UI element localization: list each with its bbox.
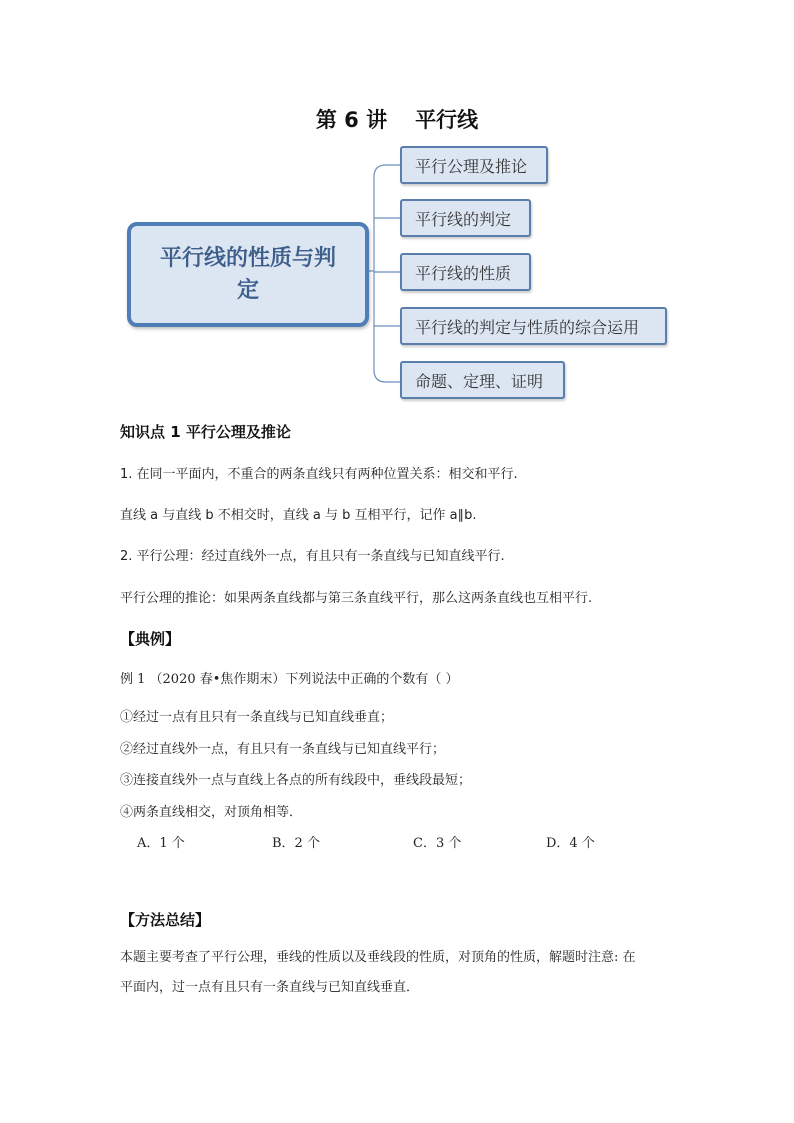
mindmap-center-node <box>127 222 369 327</box>
mindmap-branch-node <box>400 307 667 345</box>
mindmap-branch-label: 平行线的判定与性质的综合运用 <box>415 317 640 337</box>
mindmap-branch-node <box>400 199 531 237</box>
mindmap-branch-node <box>400 253 531 291</box>
mindmap-branch-node <box>400 361 565 399</box>
mindmap-branch-label: 平行线的性质 <box>415 263 512 283</box>
title-lecture-number: 第 6 讲 <box>315 108 388 132</box>
option-b: B．2 个 <box>272 836 320 851</box>
example-statement: ②经过直线外一点，有且只有一条直线与已知直线平行； <box>120 742 446 757</box>
mindmap-branch-label: 平行公理及推论 <box>415 156 528 176</box>
example-statement: ①经过一点有且只有一条直线与已知直线垂直； <box>120 710 394 725</box>
section-heading: 知识点 1 平行公理及推论 <box>120 423 291 441</box>
paragraph: 直线 a 与直线 b 不相交时，直线 a 与 b 互相平行，记作 a∥b. <box>120 508 477 523</box>
mindmap-spine-line <box>374 165 400 382</box>
example-label: 【典例】 <box>120 630 181 648</box>
mindmap-connectors <box>0 0 794 420</box>
paragraph: 2. 平行公理：经过直线外一点，有且只有一条直线与已知直线平行. <box>120 549 505 564</box>
title-topic: 平行线 <box>415 108 479 132</box>
summary-label: 【方法总结】 <box>120 911 211 929</box>
option-d: D．4 个 <box>546 836 595 851</box>
example-question: 例 1 （2020 春•焦作期末）下列说法中正确的个数有（ ） <box>120 672 459 687</box>
paragraph: 1. 在同一平面内，不重合的两条直线只有两种位置关系：相交和平行. <box>120 467 518 482</box>
summary-text: 本题主要考查了平行公理，垂线的性质以及垂线段的性质，对顶角的性质，解题时注意: 在 <box>120 950 636 965</box>
mindmap-branch-label: 命题、定理、证明 <box>415 371 544 391</box>
option-c: C．3 个 <box>413 836 462 851</box>
mindmap-branch-node <box>400 146 548 184</box>
example-statement: ④两条直线相交，对顶角相等． <box>120 805 303 820</box>
example-statement: ③连接直线外一点与直线上各点的所有线段中，垂线段最短； <box>120 773 472 788</box>
option-a: A．1 个 <box>137 836 185 851</box>
summary-text: 平面内，过一点有且只有一条直线与已知直线垂直． <box>120 980 420 995</box>
mindmap-branch-label: 平行线的判定 <box>415 209 512 229</box>
paragraph: 平行公理的推论：如果两条直线都与第三条直线平行，那么这两条直线也互相平行. <box>120 591 593 606</box>
mindmap-center-label: 平行线的性质与判定 <box>159 245 336 303</box>
answer-options <box>137 832 637 852</box>
